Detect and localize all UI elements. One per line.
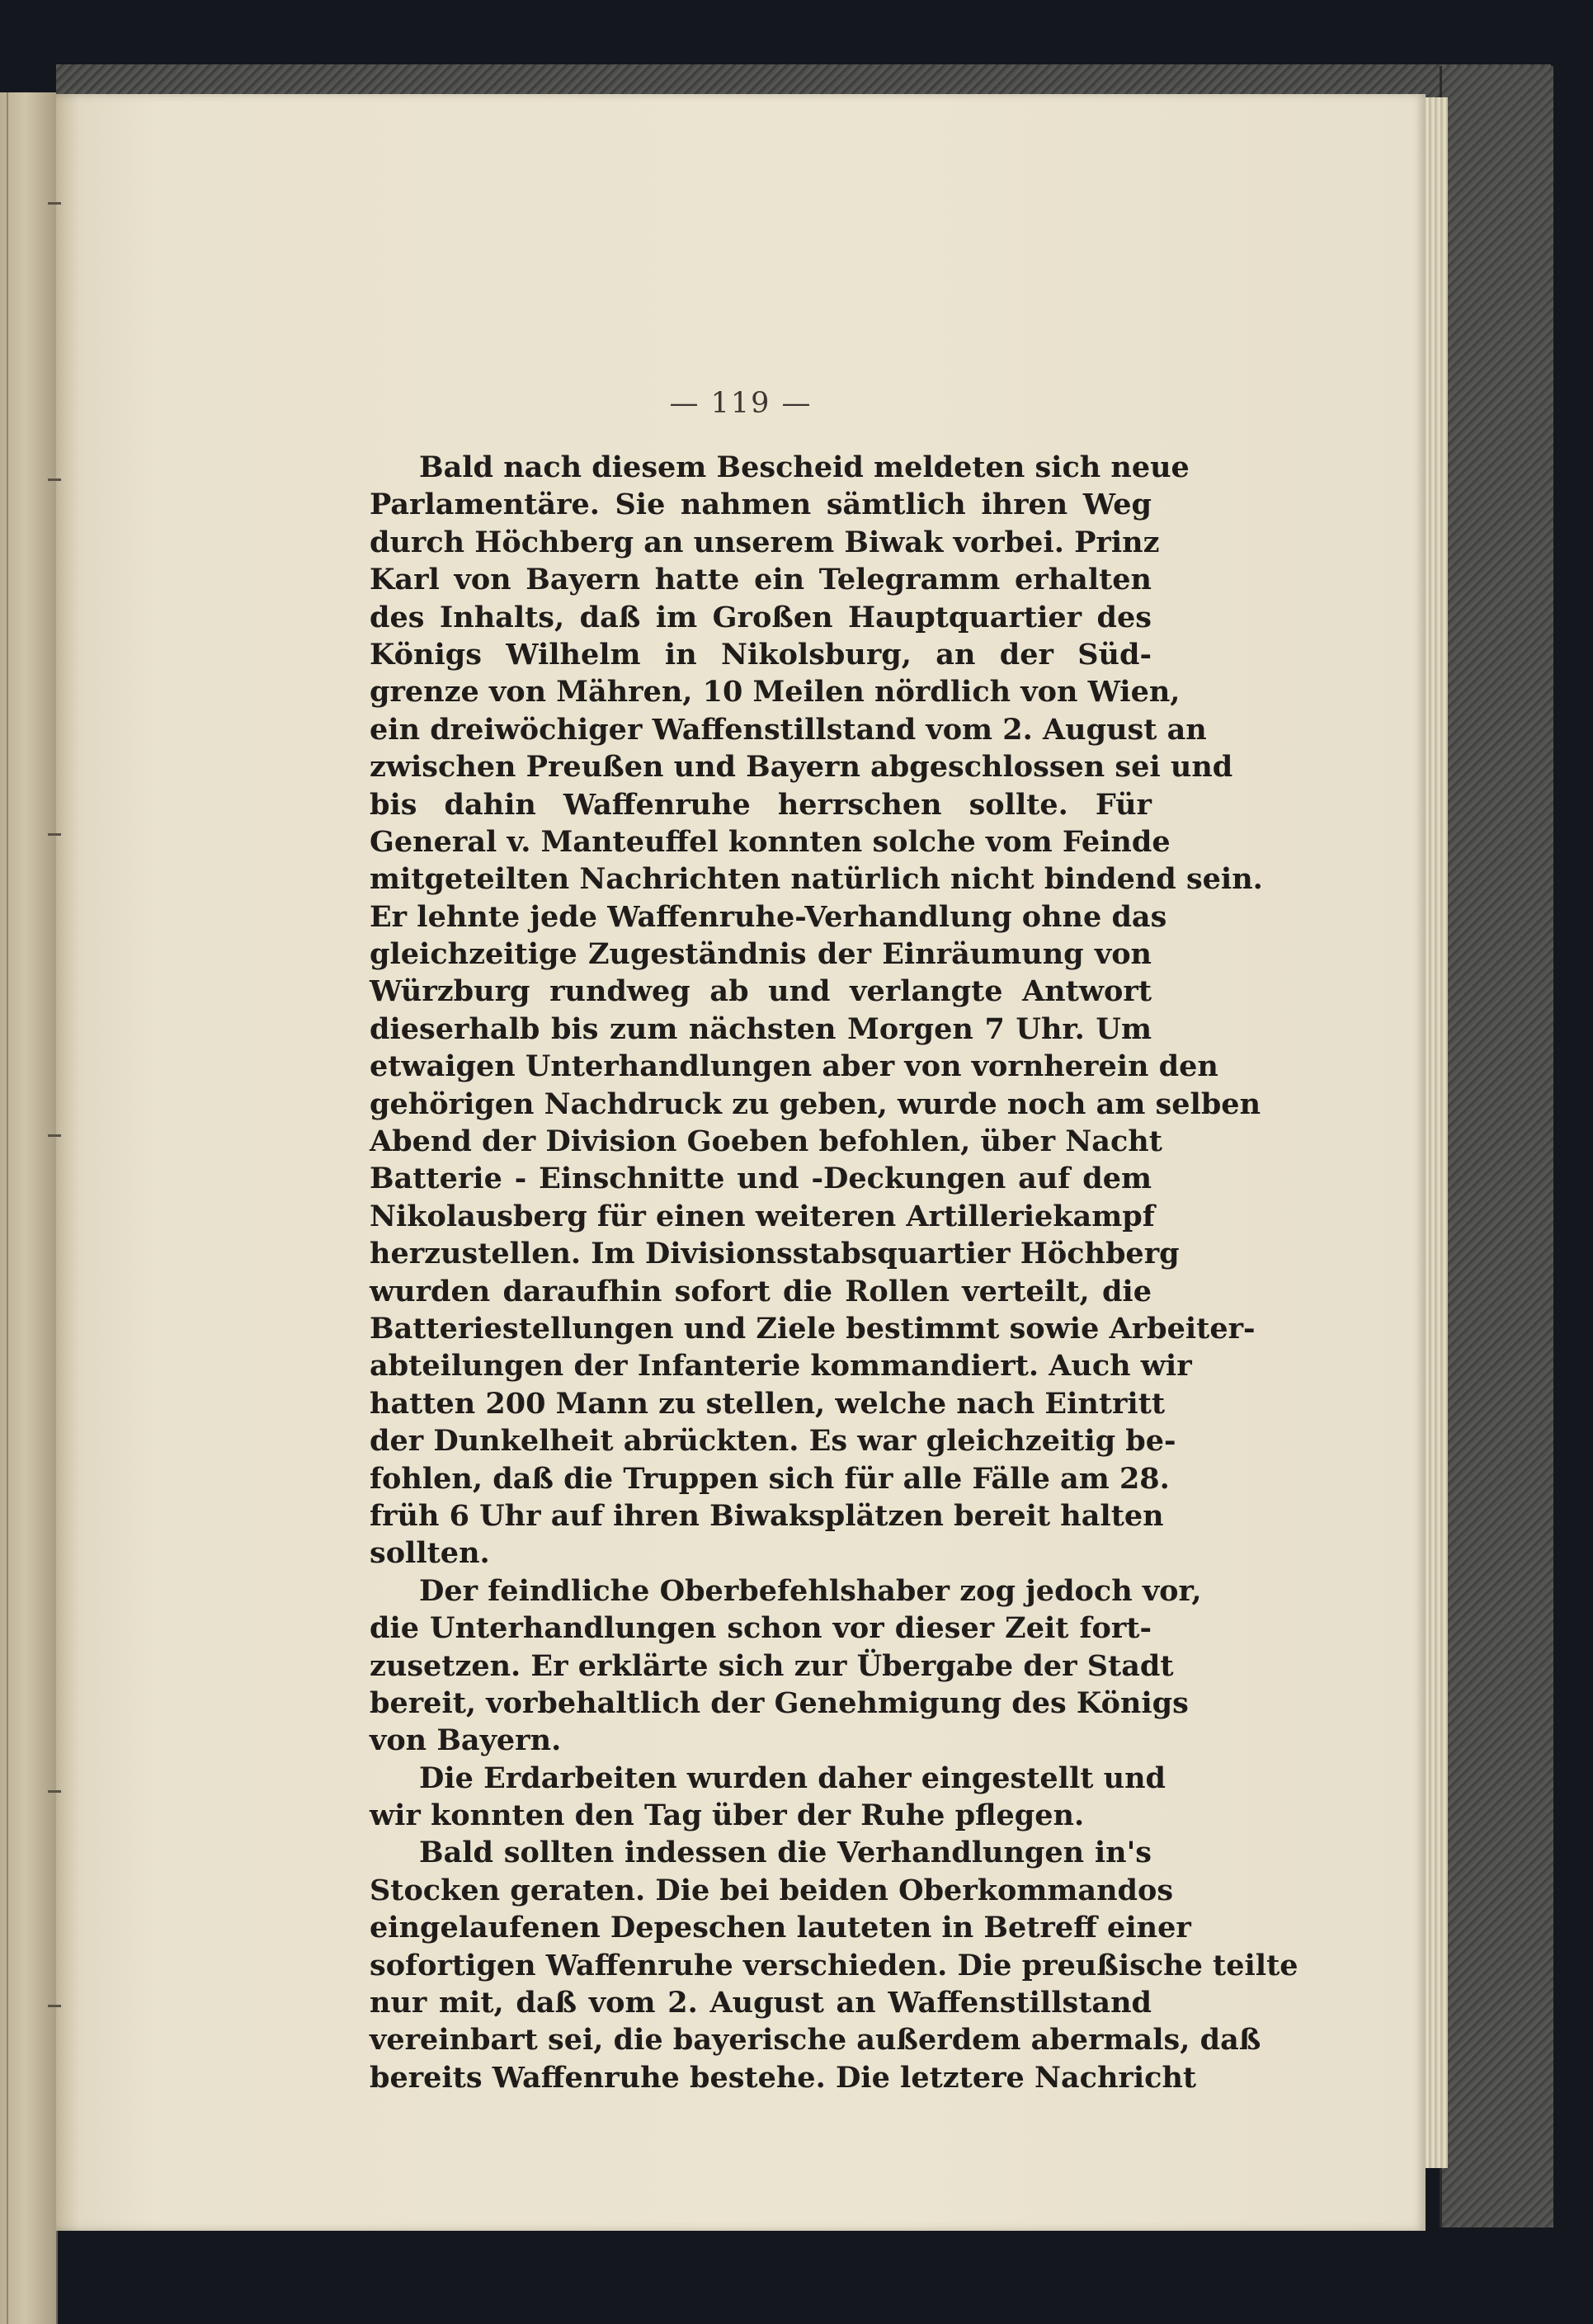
text-line: wurden daraufhin sofort die Rollen verteilt, die	[370, 1274, 1152, 1308]
text-line: wir konnten den Tag über der Ruhe pflegen.	[370, 1798, 1085, 1833]
text-line: General v. Manteuffel konnten solche vom Feinde	[370, 824, 1171, 859]
page-number: — 119 —	[669, 387, 813, 420]
text-line: Batterie - Einschnitte und -Deckungen auf dem	[370, 1162, 1152, 1196]
text-line: bereits Waffenruhe bestehe. Die letztere Nachricht	[370, 2060, 1197, 2095]
text-line: Königs Wilhelm in Nikolsburg, an der Süd-	[370, 637, 1152, 672]
text-line: dieserhalb bis zum nächsten Morgen 7 Uhr. Um	[370, 1011, 1152, 1046]
book-page	[56, 94, 1426, 2231]
facing-page-edge	[0, 92, 58, 2324]
text-line: Parlamentäre. Sie nahmen sämtlich ihren Weg	[370, 488, 1152, 522]
margin-mark	[48, 1790, 61, 1793]
text-line: des Inhalts, daß im Großen Hauptquartier des	[370, 600, 1152, 634]
book-cover-edge	[1440, 66, 1553, 2227]
text-line: sofortigen Waffenruhe verschieden. Die preußische teilte	[370, 1948, 1298, 1982]
text-line: etwaigen Unterhandlungen aber von vornherein den	[370, 1049, 1218, 1084]
text-line: Karl von Bayern hatte ein Telegramm erhalten	[370, 563, 1152, 597]
text-line: die Unterhandlungen schon vor dieser Zeit fort-	[370, 1611, 1152, 1646]
text-line: Stocken geraten. Die bei beiden Oberkommandos	[370, 1873, 1174, 1907]
text-line: sollten.	[370, 1536, 490, 1571]
margin-mark	[48, 202, 61, 205]
margin-mark	[48, 2005, 61, 2007]
margin-mark	[48, 833, 61, 836]
text-line: früh 6 Uhr auf ihren Biwaksplätzen bereit halten	[370, 1498, 1164, 1533]
text-line: Nikolausberg für einen weiteren Artilleriekampf	[370, 1199, 1155, 1233]
text-line: Bald sollten indessen die Verhandlungen in's	[419, 1836, 1152, 1870]
text-line: abteilungen der Infanterie kommandiert. Auch wir	[370, 1349, 1192, 1384]
margin-mark	[48, 1134, 61, 1137]
text-line: Er lehnte jede Waffenruhe-Verhandlung ohne das	[370, 899, 1167, 934]
text-line: grenze von Mähren, 10 Meilen nördlich von Wien,	[370, 675, 1181, 709]
text-line: durch Höchberg an unserem Biwak vorbei. Prinz	[370, 525, 1160, 559]
page-edge-line	[7, 92, 8, 2324]
text-line: eingelaufenen Depeschen lauteten in Betreff einer	[370, 1911, 1191, 1945]
text-line: bereit, vorbehaltlich der Genehmigung des Königs	[370, 1685, 1189, 1720]
text-line: fohlen, daß die Truppen sich für alle Fälle am 28.	[370, 1461, 1170, 1496]
text-line: Batteriestellungen und Ziele bestimmt sowie Arbeiter-	[370, 1311, 1256, 1346]
text-line: von Bayern.	[370, 1723, 562, 1758]
text-line: nur mit, daß vom 2. August an Waffenstillstand	[370, 1986, 1152, 2020]
margin-mark	[48, 478, 61, 481]
text-line: Abend der Division Goeben befohlen, über Nacht	[370, 1124, 1162, 1159]
text-line: herzustellen. Im Divisionsstabsquartier Höchberg	[370, 1237, 1180, 1271]
text-line: hatten 200 Mann zu stellen, welche nach Eintritt	[370, 1386, 1166, 1421]
text-line: ein dreiwöchiger Waffenstillstand vom 2. August an	[370, 712, 1207, 747]
text-line: zwischen Preußen und Bayern abgeschlossen sei und	[370, 750, 1233, 785]
text-line: Würzburg rundweg ab und verlangte Antwort	[370, 974, 1152, 1009]
text-line: zusetzen. Er erklärte sich zur Übergabe der Stadt	[370, 1648, 1174, 1683]
text-line: Die Erdarbeiten wurden daher eingestellt und	[419, 1761, 1166, 1795]
text-line: bis dahin Waffenruhe herrschen sollte. Für	[370, 787, 1152, 822]
text-line: gehörigen Nachdruck zu geben, wurde noch am selben	[370, 1087, 1261, 1121]
text-line: mitgeteilten Nachrichten natürlich nicht bindend sein.	[370, 862, 1263, 897]
text-line: vereinbart sei, die bayerische außerdem abermals, daß	[370, 2023, 1261, 2058]
book-cover-top	[56, 64, 1551, 97]
text-line: gleichzeitige Zugeständnis der Einräumung von	[370, 937, 1152, 972]
text-line: Bald nach diesem Bescheid meldeten sich neue	[419, 450, 1190, 484]
text-line: Der feindliche Oberbefehlshaber zog jedoch vor,	[419, 1573, 1202, 1608]
body-text	[370, 449, 1298, 2096]
text-line: der Dunkelheit abrückten. Es war gleichzeitig be-	[370, 1424, 1176, 1459]
